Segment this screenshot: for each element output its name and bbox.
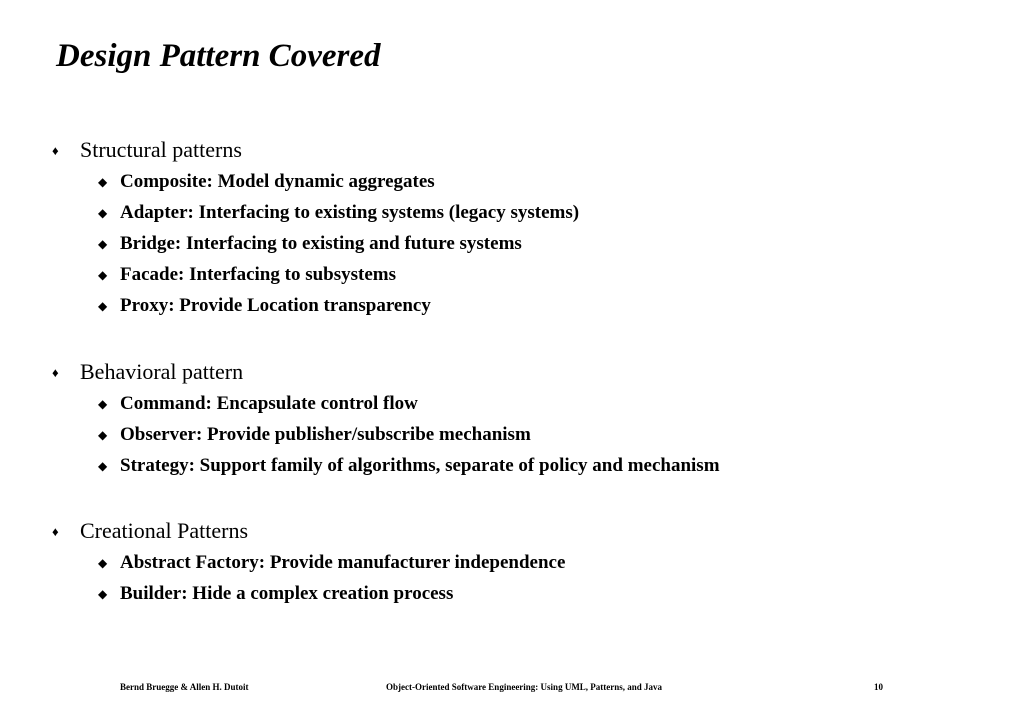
diamond-bullet-icon: ◆ [98,459,108,473]
diamond-bullet-icon: ◆ [98,556,108,570]
list-item: Strategy: Support family of algorithms, separate of policy and mechanism [120,455,720,476]
list-item: Facade: Interfacing to subsystems [120,264,397,285]
section-heading-creational: Creational Patterns [80,518,249,543]
footer-book-title: Object-Oriented Software Engineering: Using UML, Patterns, and Java [386,682,663,692]
list-item: Abstract Factory: Provide manufacturer independence [120,552,566,573]
list-item: Command: Encapsulate control flow [120,393,418,414]
section-heading-structural: Structural patterns [80,137,242,162]
list-item: Bridge: Interfacing to existing and future systems [120,233,522,254]
diamond-bullet-icon: ♦ [52,524,59,539]
diamond-bullet-icon: ◆ [98,175,108,189]
list-item: Proxy: Provide Location transparency [120,295,431,316]
list-item: Adapter: Interfacing to existing systems (legacy systems) [120,202,580,223]
footer-page-number: 10 [874,682,883,692]
diamond-bullet-icon: ◆ [98,268,108,282]
diamond-bullet-icon: ◆ [98,397,108,411]
diamond-bullet-icon: ♦ [52,365,59,380]
section-heading-behavioral: Behavioral pattern [80,359,244,384]
list-item: Observer: Provide publisher/subscribe mechanism [120,424,531,445]
slide-title: Design Pattern Covered [56,38,381,74]
diamond-bullet-icon: ◆ [98,299,108,313]
list-item: Builder: Hide a complex creation process [120,583,454,604]
list-item: Composite: Model dynamic aggregates [120,171,435,192]
diamond-bullet-icon: ◆ [98,206,108,220]
footer-authors: Bernd Bruegge & Allen H. Dutoit [120,682,249,692]
diamond-bullet-icon: ◆ [98,587,108,601]
diamond-bullet-icon: ♦ [52,143,59,158]
diamond-bullet-icon: ◆ [98,428,108,442]
diamond-bullet-icon: ◆ [98,237,108,251]
